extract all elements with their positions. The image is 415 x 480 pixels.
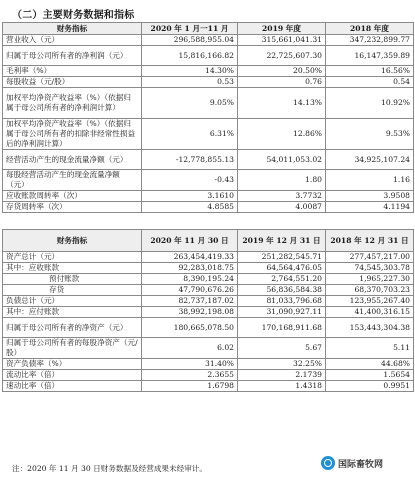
row-label: 预付账款 <box>3 274 142 285</box>
cell-value: 277,457,217.00 <box>326 252 414 263</box>
row-label: 归属于母公司所有者的每股净资产（元/股） <box>3 338 142 359</box>
watermark <box>318 455 386 471</box>
cell-value: 10.92% <box>326 88 414 119</box>
cell-value: 1.80 <box>238 170 326 191</box>
cell-value: 1.6798 <box>142 381 238 392</box>
cell-value: 38,992,198.08 <box>142 307 238 318</box>
cell-value: 0.76 <box>238 77 326 88</box>
cell-value: 12.86% <box>238 119 326 150</box>
row-label: 营业收入（元） <box>3 35 142 46</box>
cell-value: 9.53% <box>326 119 414 150</box>
cell-value: -12,778,855.13 <box>142 150 238 170</box>
column-header: 2020 年 1 月一11 月 <box>142 23 238 35</box>
table-row <box>3 66 414 77</box>
row-label: 其中：应付账款 <box>3 307 142 318</box>
cell-value: 1.16 <box>326 170 414 191</box>
balance-sheet-table <box>2 229 414 392</box>
cell-value: 15,816,166.82 <box>142 46 238 66</box>
cell-value: 0.54 <box>326 77 414 88</box>
cell-value: 4.8585 <box>142 202 238 213</box>
cell-value: 2.1739 <box>238 370 326 381</box>
cell-value: -0.43 <box>142 170 238 191</box>
table-row <box>3 46 414 66</box>
column-header: 2018 年度 <box>326 23 414 35</box>
table-row <box>3 202 414 213</box>
cell-value: 9.05% <box>142 88 238 119</box>
column-header: 2018 年 12 月 31 日 <box>326 230 414 252</box>
cell-value: 16,147,359.89 <box>326 46 414 66</box>
cell-value: 44.68% <box>326 359 414 370</box>
cell-value: 47,790,676.26 <box>142 285 238 296</box>
table-row <box>3 77 414 88</box>
row-label: 存货 <box>3 285 142 296</box>
cell-value: 153,443,304.38 <box>326 318 414 338</box>
table-row <box>3 88 414 119</box>
row-label: 每股收益（元/股） <box>3 77 142 88</box>
row-label: 速动比率（倍） <box>3 381 142 392</box>
cell-value: 3.9508 <box>326 191 414 202</box>
cell-value: 16.56% <box>326 66 414 77</box>
cell-value: 0.53 <box>142 77 238 88</box>
cell-value: 4.1194 <box>326 202 414 213</box>
table-row <box>3 274 414 285</box>
cell-value: 92,283,018.75 <box>142 263 238 274</box>
cell-value: 123,955,267.40 <box>326 296 414 307</box>
row-label: 应收账款周转率（次） <box>3 191 142 202</box>
cell-value: 14.13% <box>238 88 326 119</box>
table-row <box>3 338 414 359</box>
cell-value: 6.31% <box>142 119 238 150</box>
watermark-text: 国际畜牧网 <box>338 459 384 470</box>
cell-value: 347,232,899.77 <box>326 35 414 46</box>
cell-value: 0.9951 <box>326 381 414 392</box>
row-label: 经营活动产生的现金流量净额（元） <box>3 150 142 170</box>
table-row <box>3 252 414 263</box>
cell-value: 31,090,927.11 <box>238 307 326 318</box>
cell-value: 1.5654 <box>326 370 414 381</box>
cell-value: 180,665,078.50 <box>142 318 238 338</box>
cell-value: 5.67 <box>238 338 326 359</box>
table-row <box>3 191 414 202</box>
row-label: 每股经营活动产生的现金流量净额（元） <box>3 170 142 191</box>
table-row <box>3 35 414 46</box>
cell-value: 8,390,195.24 <box>142 274 238 285</box>
cell-value: 1,965,227.30 <box>326 274 414 285</box>
cell-value: 32.25% <box>238 359 326 370</box>
cell-value: 315,661,041.31 <box>238 35 326 46</box>
cell-value: 2.3655 <box>142 370 238 381</box>
financial-data-table <box>2 22 414 213</box>
table-header-row <box>3 23 414 35</box>
row-label: 加权平均净资产收益率（%）（依据归属于母公司所有者的扣除非经常性损益后的净利润计算） <box>3 119 142 150</box>
table-row <box>3 307 414 318</box>
row-label: 其中：应收账款 <box>3 263 142 274</box>
cell-value: 170,168,911.68 <box>238 318 326 338</box>
table-row <box>3 381 414 392</box>
cell-value: 68,370,703.23 <box>326 285 414 296</box>
cell-value: 251,282,545.71 <box>238 252 326 263</box>
row-label: 资产负债率（%） <box>3 359 142 370</box>
row-label: 资产总计（元） <box>3 252 142 263</box>
row-label: 负债总计（元） <box>3 296 142 307</box>
row-label: 归属于母公司所有者的净利润（元） <box>3 46 142 66</box>
cell-value: 31.40% <box>142 359 238 370</box>
table-row <box>3 370 414 381</box>
cell-value: 3.1610 <box>142 191 238 202</box>
table-row <box>3 263 414 274</box>
table-row <box>3 150 414 170</box>
cell-value: 1.4318 <box>238 381 326 392</box>
cell-value: 56,836,584.38 <box>238 285 326 296</box>
cell-value: 14.30% <box>142 66 238 77</box>
column-header: 财务指标 <box>3 230 142 252</box>
row-label: 流动比率（倍） <box>3 370 142 381</box>
table-row <box>3 318 414 338</box>
table-row <box>3 296 414 307</box>
cell-value: 6.02 <box>142 338 238 359</box>
row-label: 存货周转率（次） <box>3 202 142 213</box>
table-row <box>3 285 414 296</box>
cell-value: 81,033,796.68 <box>238 296 326 307</box>
cell-value: 74,545,303.78 <box>326 263 414 274</box>
cell-value: 20.50% <box>238 66 326 77</box>
cell-value: 3.7732 <box>238 191 326 202</box>
cell-value: 64,564,476.05 <box>238 263 326 274</box>
row-label: 归属于母公司所有者的净资产（元） <box>3 318 142 338</box>
table-row <box>3 119 414 150</box>
table-row <box>3 359 414 370</box>
table-header-row <box>3 230 414 252</box>
column-header: 2020 年 11 月 30 日 <box>142 230 238 252</box>
cell-value: 54,011,053.02 <box>238 150 326 170</box>
cell-value: 22,725,607.30 <box>238 46 326 66</box>
column-header: 2019 年 12 月 31 日 <box>238 230 326 252</box>
cell-value: 5.11 <box>326 338 414 359</box>
column-header: 2019 年度 <box>238 23 326 35</box>
row-label: 毛利率（%） <box>3 66 142 77</box>
footnote: 注：2020 年 11 月 30 日财务数据及经营成果未经审计。 <box>12 464 207 473</box>
cell-value: 2,764,551.20 <box>238 274 326 285</box>
cell-value: 41,400,316.15 <box>326 307 414 318</box>
section-title: （二）主要财务数据和指标 <box>12 10 135 21</box>
cell-value: 263,454,419.33 <box>142 252 238 263</box>
cell-value: 296,588,955.04 <box>142 35 238 46</box>
table-row <box>3 170 414 191</box>
cell-value: 4.0087 <box>238 202 326 213</box>
globe-icon <box>321 456 335 470</box>
column-header: 财务指标 <box>3 23 142 35</box>
cell-value: 82,737,187.02 <box>142 296 238 307</box>
cell-value: 34,925,107.24 <box>326 150 414 170</box>
row-label: 加权平均净资产收益率（%）（依据归属于母公司所有者的净利润计算） <box>3 88 142 119</box>
